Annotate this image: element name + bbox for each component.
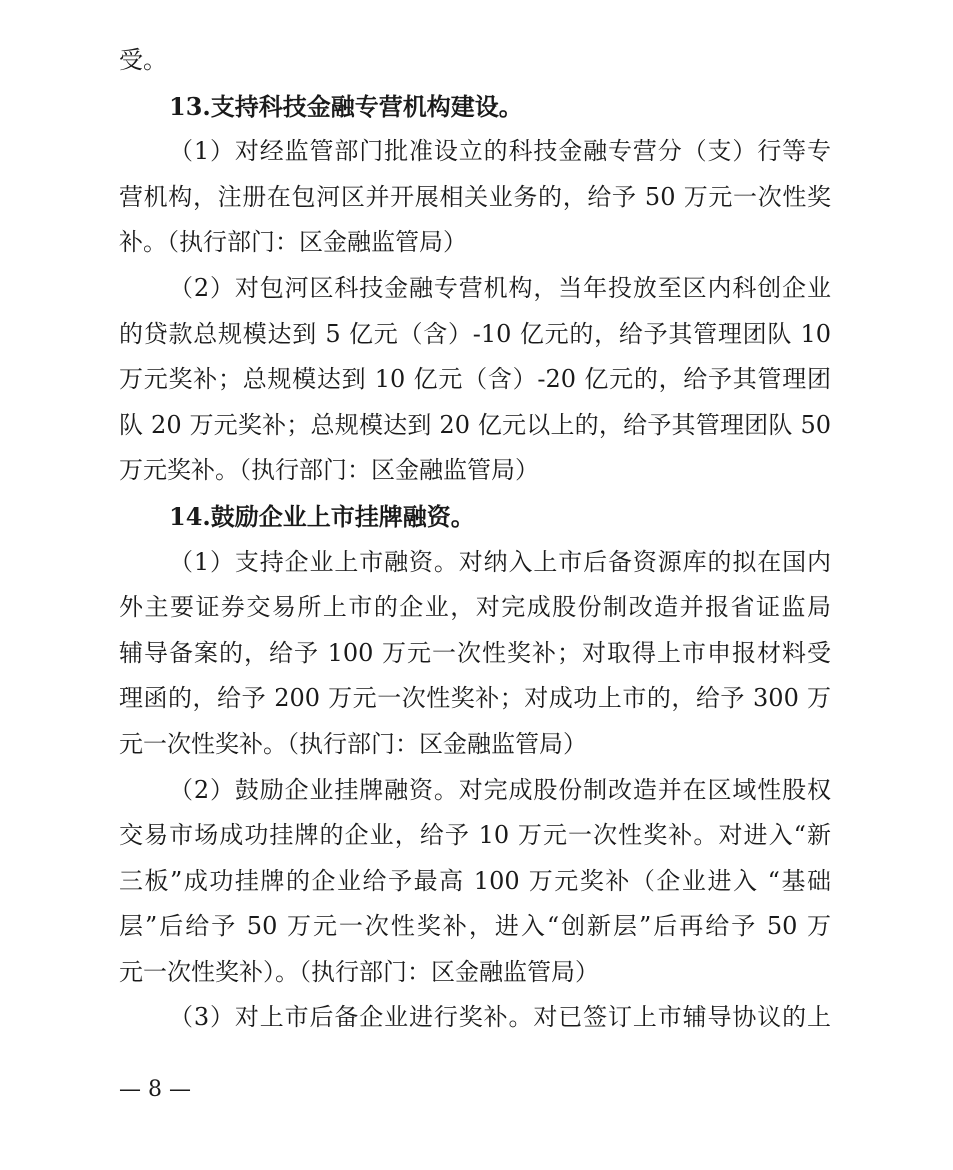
page-number: — 8 — [119,1077,191,1102]
section-heading-13: 13.支持科技金融专营机构建设。 [169,91,523,121]
text-line: （2）对包河区科技金融专营机构，当年投放至区内科创企业 [169,273,831,302]
text-line: （3）对上市后备企业进行奖补。对已签订上市辅导协议的上 [169,1003,831,1032]
text-line: 交易市场成功挂牌的企业，给予 10 万元一次性奖补。对进入“新 [119,821,831,850]
text-line: 元一次性奖补）。（执行部门：区金融监管局） [119,957,599,986]
text-line: 元一次性奖补。（执行部门：区金融监管局） [119,729,587,758]
text-line: 万元奖补。（执行部门：区金融监管局） [119,456,539,485]
text-line: 受。 [119,46,167,74]
text-line: （1）支持企业上市融资。对纳入上市后备资源库的拟在国内 [169,547,831,576]
text-line: 辅导备案的，给予 100 万元一次性奖补；对取得上市申报材料受 [119,638,831,667]
section-heading-14: 14.鼓励企业上市挂牌融资。 [169,501,475,531]
text-line: 三板”成功挂牌的企业给予最高 100 万元奖补（企业进入 “基础 [119,866,831,895]
text-line: 队 20 万元奖补；总规模达到 20 亿元以上的，给予其管理团队 50 [119,410,831,439]
text-line: 补。（执行部门：区金融监管局） [119,228,467,257]
text-line: 理函的，给予 200 万元一次性奖补；对成功上市的，给予 300 万 [119,684,831,713]
text-line: 层”后给予 50 万元一次性奖补，进入“创新层”后再给予 50 万 [119,912,831,941]
text-line: 万元奖补；总规模达到 10 亿元（含）-20 亿元的，给予其管理团 [119,365,831,394]
text-line: 的贷款总规模达到 5 亿元（含）-10 亿元的，给予其管理团队 10 [119,319,831,348]
text-line: （2）鼓励企业挂牌融资。对完成股份制改造并在区域性股权 [169,775,831,804]
text-line: 外主要证券交易所上市的企业，对完成股份制改造并报省证监局 [119,593,831,622]
text-line: 营机构，注册在包河区并开展相关业务的，给予 50 万元一次性奖 [119,182,831,211]
text-line: （1）对经监管部门批准设立的科技金融专营分（支）行等专 [169,137,831,166]
body-text [119,38,831,1041]
